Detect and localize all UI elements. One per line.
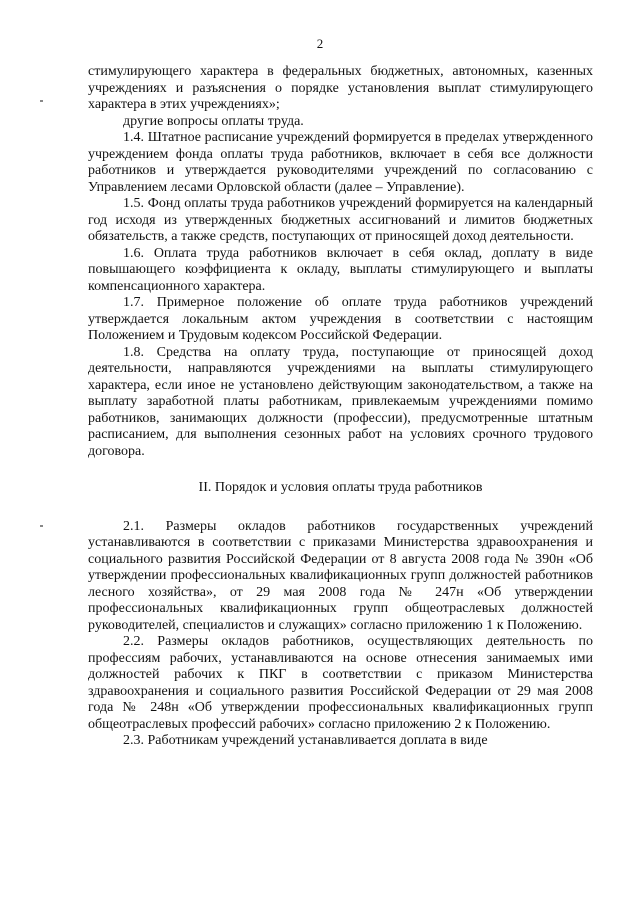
paragraph-2-3: 2.3. Работникам учреждений устанавливается доплата в виде (123, 733, 488, 748)
paragraph-1-5: 1.5. Фонд оплаты труда работников учреждений формируется на календарный год исходя из утвержденных бюджетных ассигнований и лимитов бюджетных обязательств, а также средств, поступающих от приносящей доход деятельности. (88, 196, 593, 244)
paragraph-2-2: 2.2. Размеры окладов работников, осуществляющих деятельность по профессиям рабочих, устанавливаются на основе отнесения занимаемых ими должностей рабочих к ПКГ в соответствии с приказом Министерства здравоохранения и социального развития Российской Федерации от 29 мая 2008 года № 248н «Об утверждении профессиональных квалификационных групп общеотраслевых профессий рабочих» согласно приложению 2 к Положению. (88, 634, 593, 732)
paragraph-1-6: 1.6. Оплата труда работников включает в себя оклад, доплату в виде повышающего коэффициента к окладу, выплаты стимулирующего и выплаты компенсационного характера. (88, 245, 593, 294)
page-number: 2 (316, 36, 324, 51)
scan-mark (40, 525, 43, 527)
paragraph-1-8: 1.8. Средства на оплату труда, поступающие от приносящей доход деятельности, направляются учреждениями на выплаты стимулирующего характера, если иное не установлено действующим законодательством, а также на выплату заработной платы работникам, привлекаемым учреждениями помимо работников, занимающих должности (профессии), предусмотренные штатным расписанием, для выполнения сезонных работ на условиях срочного трудового договора. (88, 344, 593, 459)
paragraph-other-questions: другие вопросы оплаты труда. (123, 113, 304, 129)
paragraph-1-4: 1.4. Штатное расписание учреждений формируется в пределах утвержденного учреждением фонда оплаты труда работников, включает в себя все должности работников и утверждается руководителями учреждений по согласованию с Управлением лесами Орловской области (далее – Управление). (88, 130, 593, 195)
paragraph-continuation: стимулирующего характера в федеральных бюджетных, автономных, казенных учреждениях и разъяснения о порядке установления выплат стимулирующего характера в этих учреждениях»; (88, 64, 593, 112)
scan-mark (40, 100, 43, 102)
paragraph-1-7: 1.7. Примерное положение об оплате труда работников учреждений утверждается локальным актом учреждения в соответствии с настоящим Положением и Трудовым кодексом Российской Федерации. (88, 295, 593, 343)
document-body (88, 64, 593, 750)
section-heading: II. Порядок и условия оплаты труда работников (198, 480, 483, 495)
paragraph-2-1: 2.1. Размеры окладов работников государственных учреждений устанавливаются в соответствии с приказами Министерства здравоохранения и социального развития Российской Федерации от 8 августа 2008 года № 390н «Об утверждении профессиональных квалификационных групп должностей работников лесного хозяйства», от 29 мая 2008 года № 247н «Об утверждении профессиональных квалификационных групп общеотраслевых должностей руководителей, специалистов и служащих» согласно приложению 1 к Положению. (88, 518, 593, 633)
